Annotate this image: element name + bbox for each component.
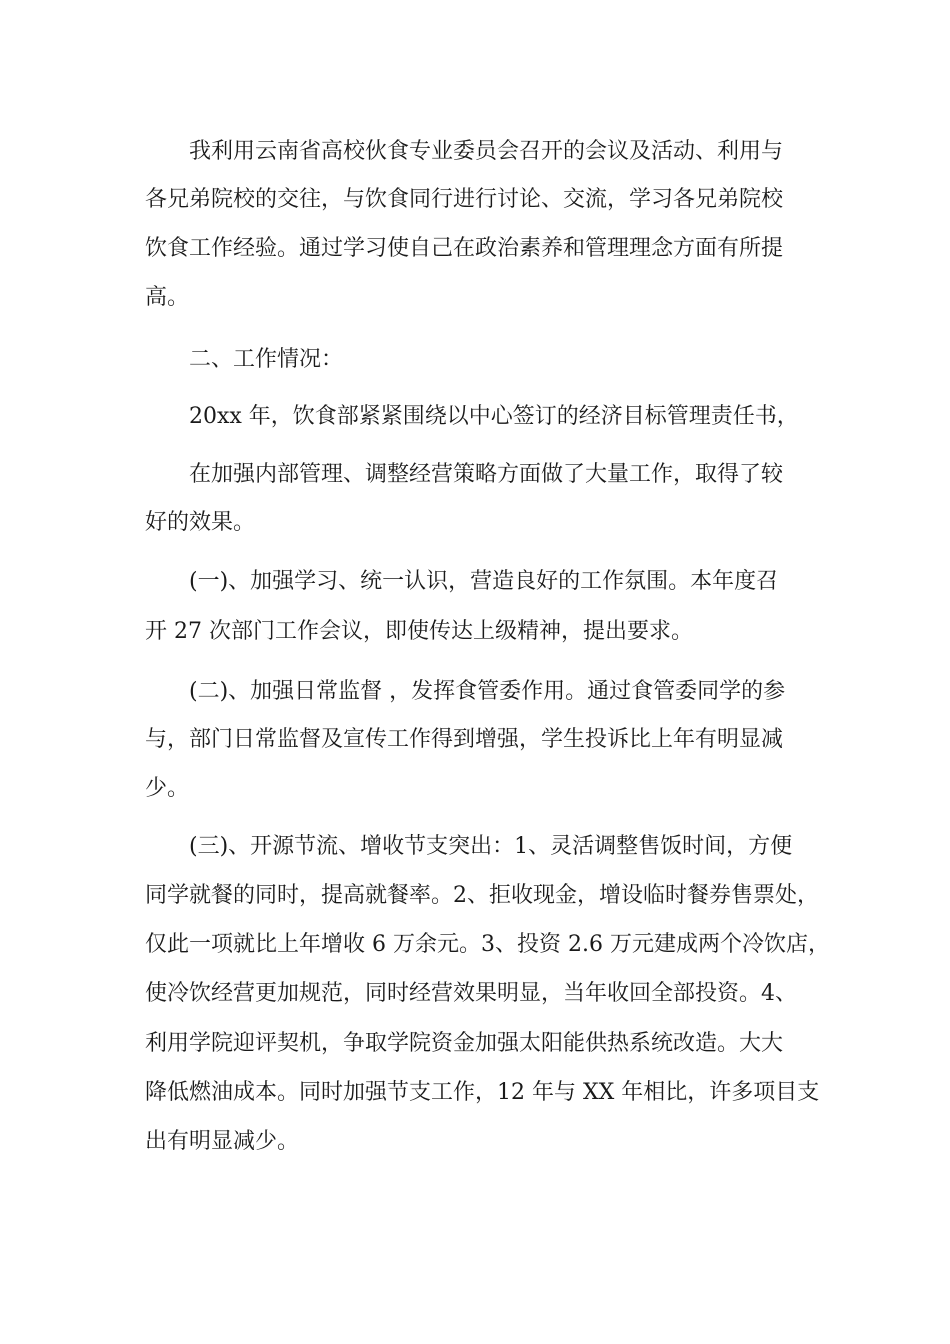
paragraph-item-3-line-4: 使冷饮经营更加规范，同时经营效果明显，当年收回全部投资。4、 <box>145 981 797 1006</box>
section-heading-work-status: 二、工作情况： <box>189 347 344 372</box>
paragraph-summary-1-line-1: 20xx 年，饮食部紧紧围绕以中心签订的经济目标管理责任书， <box>189 404 799 429</box>
paragraph-item-2-line-3: 少。 <box>145 776 190 801</box>
paragraph-intro-line-4: 高。 <box>145 285 190 310</box>
paragraph-intro-line-1: 我利用云南省高校伙食专业委员会召开的会议及活动、利用与 <box>189 139 784 164</box>
paragraph-intro-line-2: 各兄弟院校的交往，与饮食同行进行讨论、交流，学习各兄弟院校 <box>145 187 784 212</box>
paragraph-item-3-line-5: 利用学院迎评契机，争取学院资金加强太阳能供热系统改造。大大 <box>145 1031 784 1056</box>
paragraph-summary-2-line-1: 在加强内部管理、调整经营策略方面做了大量工作，取得了较 <box>189 462 784 487</box>
paragraph-item-1-line-1: (一)、加强学习、统一认识，营造良好的工作氛围。本年度召 <box>189 569 779 594</box>
paragraph-item-3-line-7: 出有明显减少。 <box>145 1129 300 1154</box>
paragraph-item-3-line-2: 同学就餐的同时，提高就餐率。2、拒收现金，增设临时餐券售票处， <box>145 883 819 908</box>
paragraph-item-3-line-3: 仅此一项就比上年增收 6 万余元。3、投资 2.6 万元建成两个冷饮店， <box>145 932 830 957</box>
paragraph-item-2-line-1: (二)、加强日常监督 ，发挥食管委作用。通过食管委同学的参 <box>189 679 786 704</box>
paragraph-item-2-line-2: 与，部门日常监督及宣传工作得到增强，学生投诉比上年有明显减 <box>145 727 784 752</box>
paragraph-item-3-line-6: 降低燃油成本。同时加强节支工作，12 年与 XX 年相比，许多项目支 <box>145 1080 820 1105</box>
paragraph-intro-line-3: 饮食工作经验。通过学习使自己在政治素养和管理理念方面有所提 <box>145 236 784 261</box>
paragraph-item-1-line-2: 开 27 次部门工作会议，即使传达上级精神，提出要求。 <box>145 619 693 644</box>
paragraph-summary-2-line-2: 好的效果。 <box>145 510 256 535</box>
paragraph-item-3-line-1: (三)、开源节流、增收节支突出：1、灵活调整售饭时间，方便 <box>189 834 793 859</box>
